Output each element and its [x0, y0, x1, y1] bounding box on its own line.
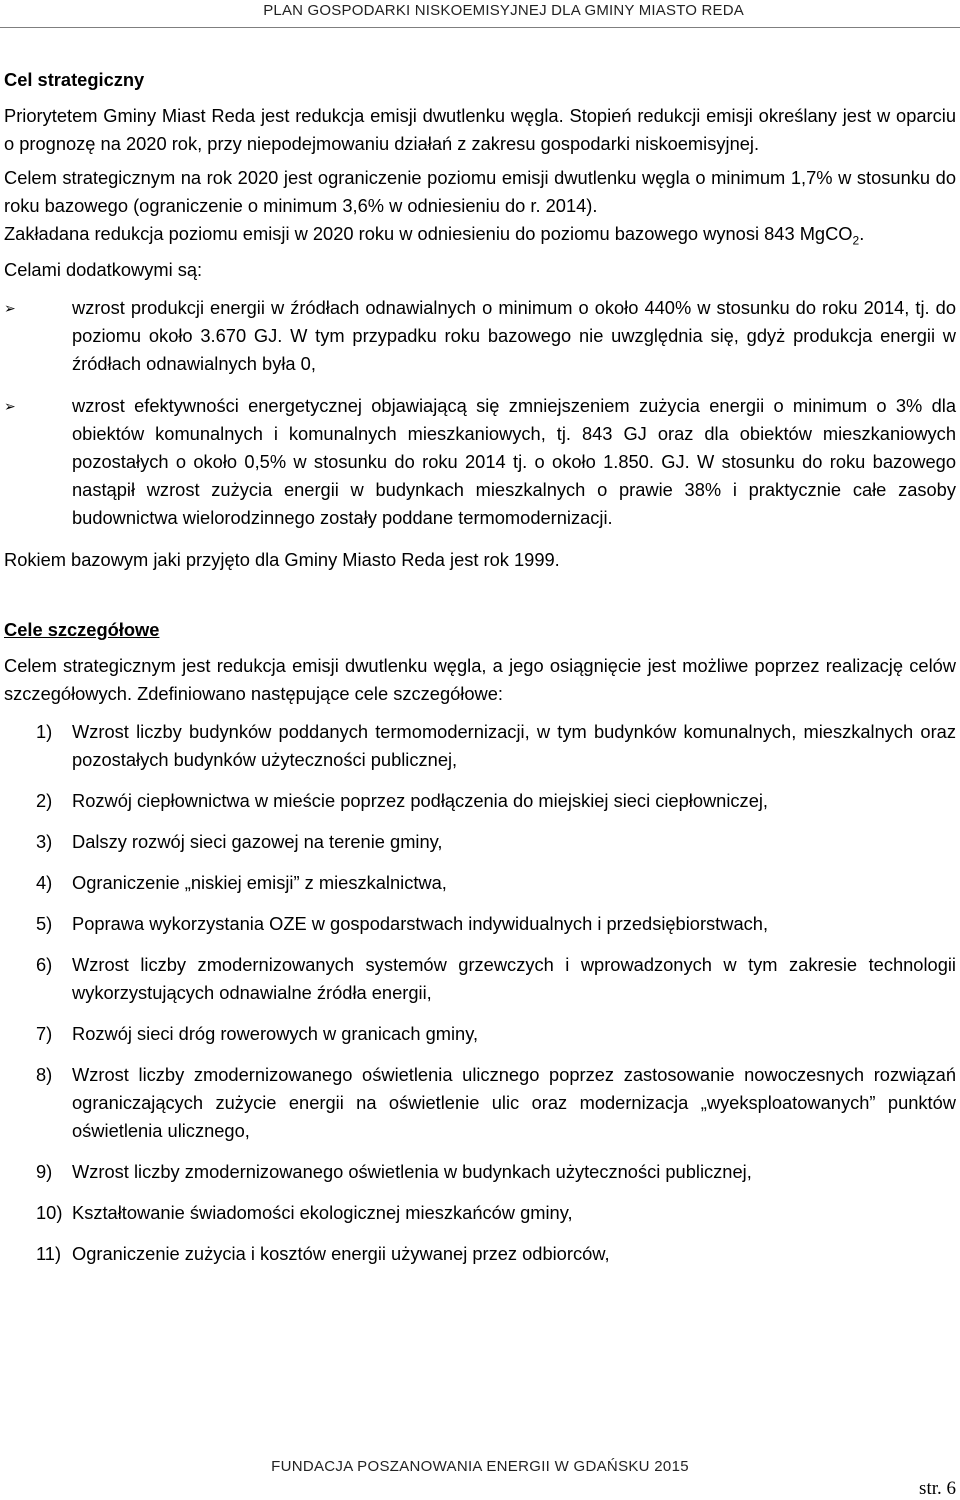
bullet-text: wzrost efektywności energetycznej objawiającą się zmniejszeniem zużycia energii o minimum o 3% dla obiektów komunalnych i komunalnych mieszkaniowych, tj. 843 GJ oraz dla obiektów mieszkaniowych pozostałych o około 0,5% w stosunku do roku 2014 tj. o około 1.850. GJ. W stosunku do roku bazowego nastąpił wzrost zużycia energii w budynkach mieszkalnych o prawie 38% i praktycznie całe zasoby budownictwa wielorodzinnego zostały poddane termomodernizacji.: [72, 395, 956, 528]
item-text: Rozwój ciepłownictwa w mieście poprzez podłączenia do miejskiej sieci ciepłowniczej,: [72, 790, 768, 811]
running-header: PLAN GOSPODARKI NISKOEMISYJNEJ DLA GMINY MIASTO REDA: [263, 2, 744, 19]
list-item: [4, 787, 956, 815]
item-number: 4): [36, 872, 53, 893]
item-number: 3): [36, 831, 53, 852]
item-text: Ograniczenie zużycia i kosztów energii używanej przez odbiorców,: [72, 1243, 610, 1264]
list-item: [4, 910, 956, 938]
item-text: Kształtowanie świadomości ekologicznej mieszkańców gminy,: [72, 1202, 573, 1223]
bullet-arrow-icon: ➢: [4, 398, 16, 414]
list-item: [4, 1158, 956, 1186]
item-number: 10): [36, 1202, 63, 1223]
item-number: 2): [36, 790, 53, 811]
section-heading-detailed: Cele szczegółowe: [4, 619, 160, 640]
paragraph-reduction: [4, 220, 956, 248]
list-item: [4, 1061, 956, 1145]
item-number: 8): [36, 1064, 53, 1085]
item-text: Ograniczenie „niskiej emisji” z mieszkalnictwa,: [72, 872, 447, 893]
list-item: [4, 294, 956, 378]
item-text: Rozwój sieci dróg rowerowych w granicach gminy,: [72, 1023, 479, 1044]
item-text: Wzrost liczby budynków poddanych termomodernizacji, w tym budynków komunalnych, mieszkalnych oraz pozostałych budynków użyteczności publicznej,: [72, 721, 956, 770]
detailed-goals-list: [4, 718, 956, 1268]
list-item: [4, 828, 956, 856]
additional-goals-list: [4, 294, 956, 532]
list-item: [4, 1020, 956, 1048]
reduction-period: .: [859, 223, 865, 244]
item-text: Wzrost liczby zmodernizowanego oświetlenia ulicznego poprzez zastosowanie nowoczesnych rozwiązań ograniczających zużycie energii na oświetlenie ulic oraz modernizacja „wyeksploatowanych” punktów oświetlenia ulicznego,: [72, 1064, 956, 1141]
list-item: [4, 718, 956, 774]
footer-organization: FUNDACJA POSZANOWANIA ENERGII W GDAŃSKU 2015: [271, 1458, 689, 1475]
list-item: [4, 951, 956, 1007]
reduction-text: Zakładana redukcja poziomu emisji w 2020 roku w odniesieniu do poziomu bazowego wynosi 843 MgCO: [4, 223, 853, 244]
paragraph-priority: Priorytetem Gminy Miast Reda jest redukcja emisji dwutlenku węgla. Stopień redukcji emisji określany jest w oparciu o prognozę na 2020 rok, przy niepodejmowaniu działań z zakresu gospodarki niskoemisyjnej.: [4, 105, 956, 154]
list-item: [4, 1199, 956, 1227]
section-heading-strategic: Cel strategiczny: [4, 69, 145, 90]
paragraph-detailed-intro: Celem strategicznym jest redukcja emisji dwutlenku węgla, a jego osiągnięcie jest możliwe poprzez realizację celów szczegółowych. Zdefiniowano następujące cele szczegółowe:: [4, 655, 956, 704]
item-number: 6): [36, 954, 53, 975]
item-text: Wzrost liczby zmodernizowanych systemów grzewczych i wprowadzonych w tym zakresie technologii wykorzystujących odnawialne źródła energii,: [72, 954, 956, 1003]
list-item: [4, 1240, 956, 1268]
paragraph-base-year: Rokiem bazowym jaki przyjęto dla Gminy Miasto Reda jest rok 1999.: [4, 549, 560, 570]
bullet-arrow-icon: ➢: [4, 300, 16, 316]
page-number: str. 6: [919, 1478, 956, 1499]
item-number: 11): [36, 1243, 62, 1264]
item-text: Wzrost liczby zmodernizowanego oświetlenia w budynkach użyteczności publicznej,: [72, 1161, 752, 1182]
paragraph-strategic-goal: Celem strategicznym na rok 2020 jest ograniczenie poziomu emisji dwutlenku węgla o minimum 1,7% w stosunku do roku bazowego (ograniczenie o minimum 3,6% w odniesieniu do r. 2014).: [4, 167, 956, 216]
document-body: [4, 66, 956, 1281]
header-rule: [0, 27, 960, 28]
bullet-text: wzrost produkcji energii w źródłach odnawialnych o minimum o około 440% w stosunku do roku 2014, tj. do poziomu około 3.670 GJ. W tym przypadku roku bazowego nie uwzględnia się, gdyż produkcja energii w źródłach odnawialnych była 0,: [72, 297, 956, 374]
item-text: Dalszy rozwój sieci gazowej na terenie gminy,: [72, 831, 443, 852]
item-number: 9): [36, 1161, 53, 1182]
list-item: [4, 392, 956, 532]
paragraph-additional-goals: Celami dodatkowymi są:: [4, 259, 203, 280]
item-number: 1): [36, 721, 53, 742]
item-text: Poprawa wykorzystania OZE w gospodarstwach indywidualnych i przedsiębiorstwach,: [72, 913, 769, 934]
list-item: [4, 869, 956, 897]
item-number: 5): [36, 913, 53, 934]
item-number: 7): [36, 1023, 53, 1044]
co2-subscript: 2: [852, 233, 860, 248]
